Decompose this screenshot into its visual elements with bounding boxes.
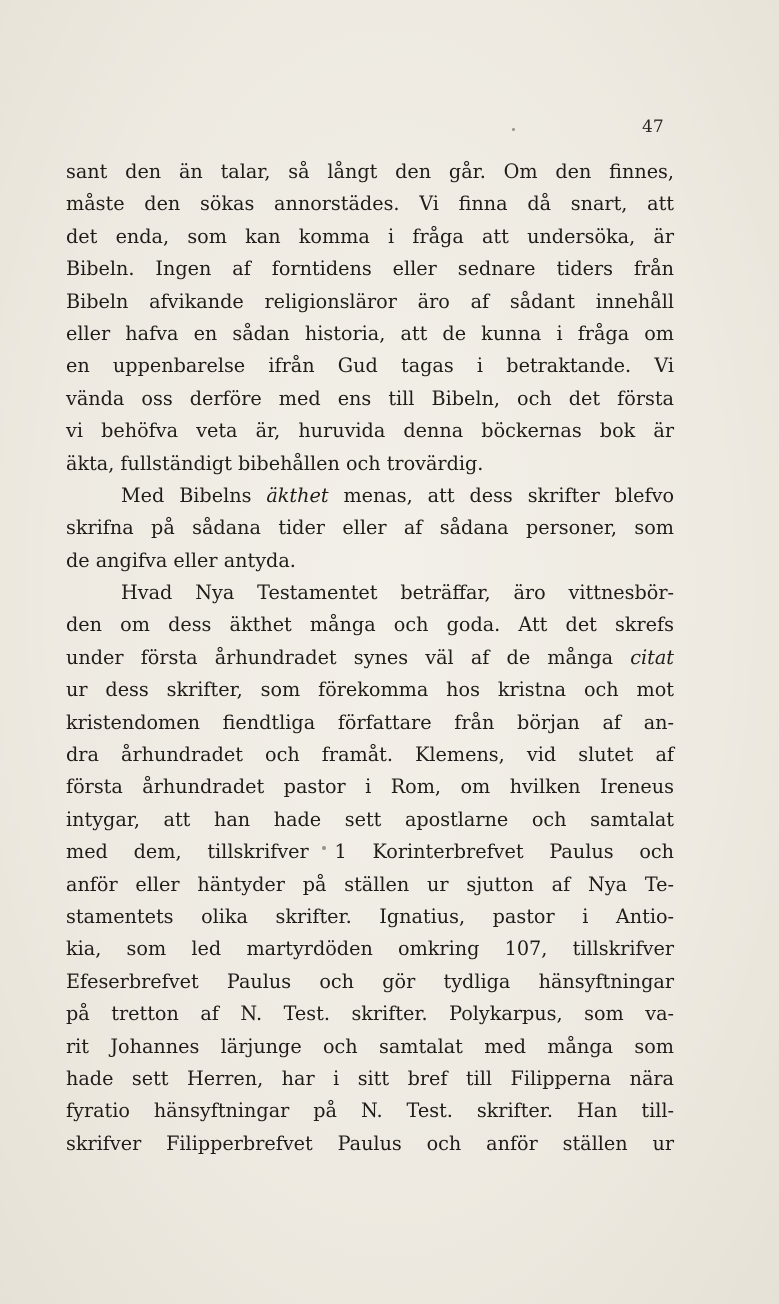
text-line: kia, som led martyrdöden omkring 107, tillskrifver (66, 937, 674, 961)
emphasized-term: äkthet (266, 483, 329, 507)
text-line: med dem, tillskrifver 1 Korinterbrefvet Paulus och (66, 840, 674, 864)
text-line: fyratio hänsyftningar på N. Test. skrifter. Han till- (66, 1099, 674, 1123)
text-run: under första århundradet synes väl af de många (66, 645, 631, 669)
paper-speck (512, 128, 515, 131)
text-line: kristendomen fiendtliga författare från början af an- (66, 710, 674, 734)
text-line: det enda, som kan komma i fråga att undersöka, är (66, 224, 674, 248)
text-line: ur dess skrifter, som förekomma hos kristna och mot (66, 678, 674, 702)
text-line: äkta, fullständigt bibehållen och trovärdig. (66, 451, 484, 475)
text-line: första århundradet pastor i Rom, om hvilken Ireneus (66, 775, 674, 799)
text-run: menas, att dess skrifter blefvo (328, 483, 675, 507)
text-line: Bibeln. Ingen af forntidens eller sednare tiders från (66, 257, 674, 281)
text-line: en uppenbarelse ifrån Gud tagas i betraktande. Vi (66, 354, 674, 378)
text-line: skrifver Filipperbrefvet Paulus och anför ställen ur (66, 1131, 674, 1155)
text-line: den om dess äkthet många och goda. Att det skrefs (66, 613, 674, 637)
text-line (66, 480, 674, 512)
text-line: intygar, att han hade sett apostlarne och samtalat (66, 807, 674, 831)
text-line (66, 642, 674, 674)
body-text (66, 156, 674, 1160)
text-line: dra århundradet och framåt. Klemens, vid slutet af (66, 743, 674, 767)
text-line: Bibeln afvikande religionsläror äro af sådant innehåll (66, 289, 674, 313)
text-line: Hvad Nya Testamentet beträffar, äro vittnesbör- (121, 581, 674, 605)
text-line: måste den sökas annorstädes. Vi finna då snart, att (66, 192, 674, 216)
text-line: hade sett Herren, har i sitt bref till Filipperna nära (66, 1066, 674, 1090)
text-line: de angifva eller antyda. (66, 548, 296, 572)
text-line: Efeserbrefvet Paulus och gör tydliga hänsyftningar (66, 969, 674, 993)
text-line: stamentets olika skrifter. Ignatius, pastor i Antio- (66, 904, 674, 928)
text-run: Med Bibelns (121, 483, 267, 507)
text-line: sant den än talar, så långt den går. Om den finnes, (66, 160, 674, 183)
text-line: rit Johannes lärjunge och samtalat med många som (66, 1034, 674, 1058)
text-line: vända oss derföre med ens till Bibeln, och det första (66, 386, 674, 410)
page-number: 47 (642, 117, 664, 137)
text-line: på tretton af N. Test. skrifter. Polykarpus, som va- (66, 1002, 674, 1026)
emphasized-term: citat (630, 645, 674, 669)
text-line: eller hafva en sådan historia, att de kunna i fråga om (66, 321, 674, 345)
text-line: anför eller häntyder på ställen ur sjutton af Nya Te- (66, 872, 674, 896)
text-line: skrifna på sådana tider eller af sådana personer, som (66, 516, 674, 540)
text-line: vi behöfva veta är, huruvida denna böckernas bok är (66, 419, 674, 443)
